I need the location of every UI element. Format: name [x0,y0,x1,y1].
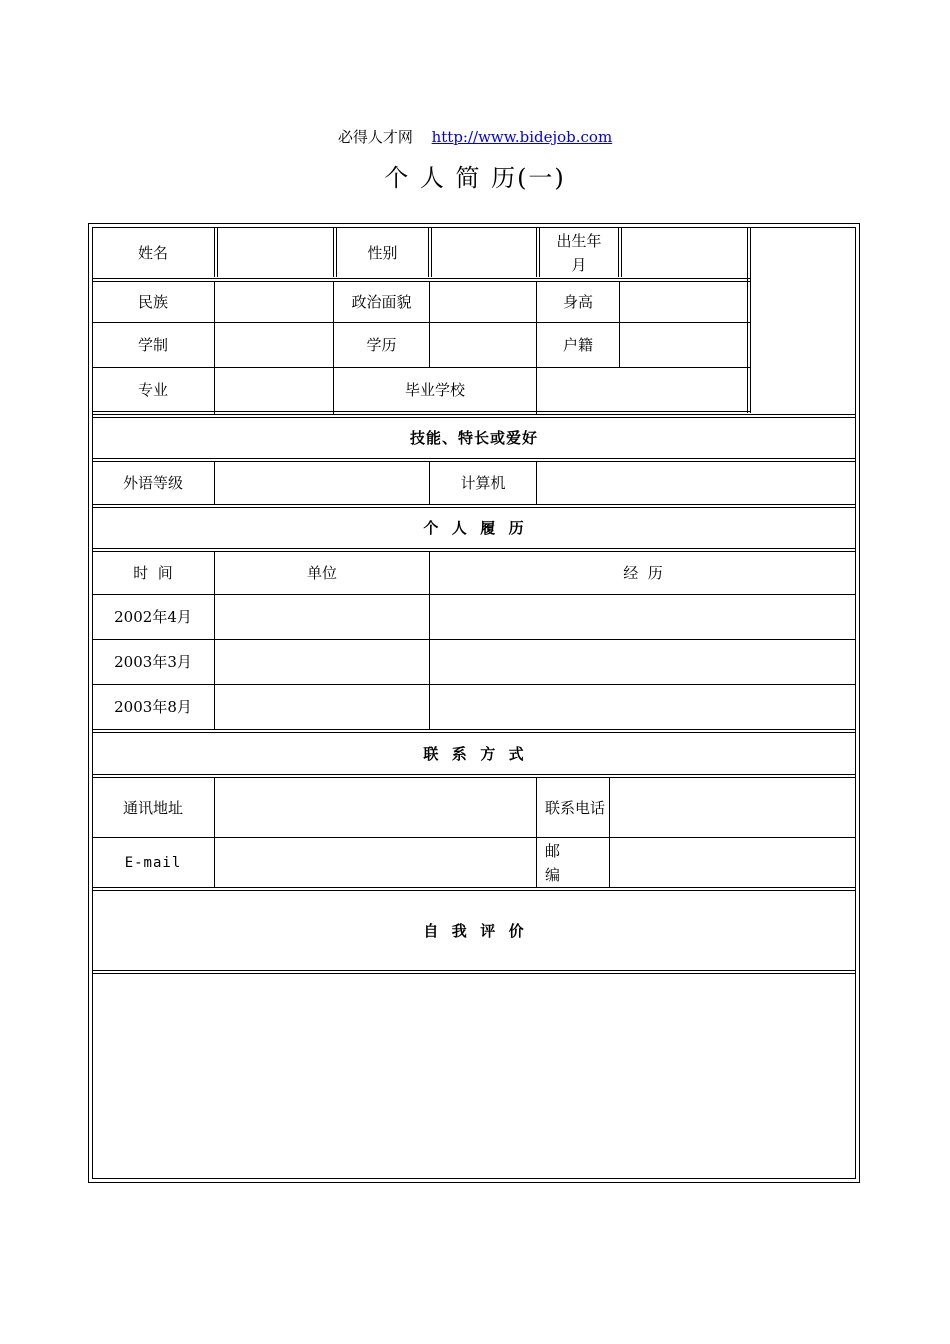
page-header [0,126,950,147]
school-label: 毕业学校 [404,380,465,399]
hukou-label: 户籍 [562,336,593,354]
skills-section-title: 技能、特长或爱好 [409,429,538,447]
row-line [92,729,856,730]
history-col-experience: 经 历 [623,564,663,582]
history-row-time: 2003年3月 [114,653,192,671]
row-line [92,887,856,888]
contact-section-title: 联 系 方 式 [423,744,525,763]
col-line [214,461,215,504]
document-title: 个 人 简 历(一) [384,164,566,192]
col-line [333,227,334,277]
row-line [92,774,856,775]
birth-date-label: 出生年月 [556,232,602,274]
computer-skill-label: 计算机 [460,474,506,492]
col-line [536,461,537,504]
history-row-time: 2002年4月 [114,608,192,626]
ethnicity-label: 民族 [137,293,168,311]
education-label: 学历 [366,336,397,354]
col-line [217,227,218,277]
row-line [92,278,750,279]
site-name: 必得人才网 [337,128,413,146]
history-col-unit: 单位 [306,564,337,582]
schooling-label: 学制 [137,336,168,354]
name-label: 姓名 [137,244,168,262]
site-url-link[interactable]: http://www.bidejob.com [431,128,613,146]
col-line [750,227,751,413]
col-line [536,227,537,277]
postcode-label: 邮 编 [545,841,561,884]
row-line [92,504,856,505]
row-line [92,548,856,549]
major-label: 专业 [137,380,168,399]
col-line [428,227,429,277]
col-line [429,281,430,367]
self-eval-content-area[interactable] [93,974,855,1178]
col-line [618,227,619,277]
col-line [619,281,620,367]
gender-label: 性别 [367,244,398,262]
row-line [92,414,856,415]
email-label: E-mail [124,854,182,871]
phone-label: 联系电话 [545,798,606,817]
col-line [609,777,610,887]
row-line [92,411,750,412]
col-line [431,227,432,277]
col-line [214,777,215,887]
politics-label: 政治面貌 [351,293,412,311]
language-level-label: 外语等级 [122,474,183,492]
history-row-time: 2003年8月 [114,698,192,716]
history-col-time: 时 间 [133,564,173,582]
row-line [92,458,856,459]
col-line [747,227,748,413]
height-label: 身高 [562,293,593,311]
col-line [214,227,215,277]
history-section-title: 个 人 履 历 [423,519,525,537]
address-label: 通讯地址 [122,798,183,817]
col-line [214,281,215,414]
self-eval-section-title: 自 我 评 价 [423,921,525,940]
row-line [92,970,856,971]
col-line [621,227,622,277]
